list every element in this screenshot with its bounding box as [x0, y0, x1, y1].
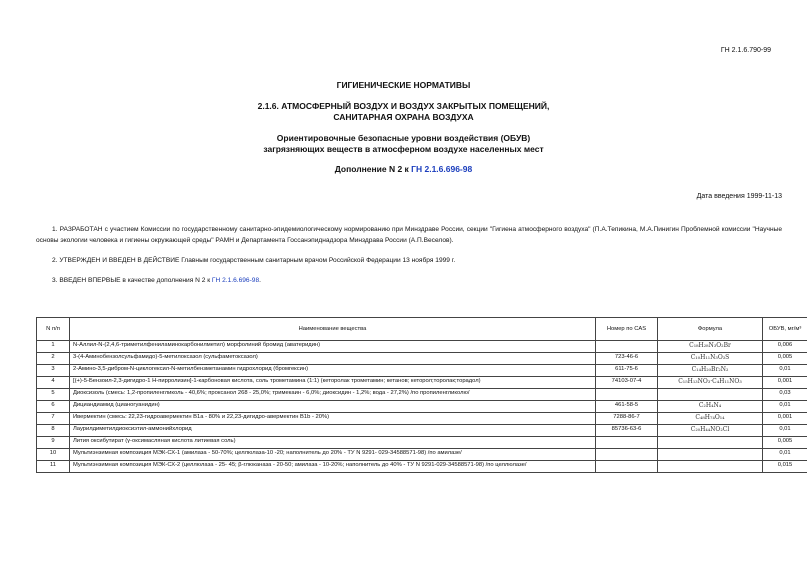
substance-name: Лития оксибутират (γ-оксимасляная кислота литиевая соль) [70, 437, 596, 449]
cas-number: 74103-07-4 [596, 377, 658, 389]
subtitle [0, 133, 807, 155]
formula [658, 389, 763, 401]
formula: C₂₀H₄₄NO₂Cl [658, 425, 763, 437]
obuv-value: 0,03 [763, 389, 807, 401]
table-row [37, 449, 807, 461]
row-number: 8 [37, 425, 70, 437]
document-number: ГН 2.1.6.790-99 [720, 47, 771, 54]
p3-suffix: . [259, 277, 261, 284]
substance-name: Лаурилдиметилдиоксиэтил-аммонийхлорид [70, 425, 596, 437]
row-number: 2 [37, 353, 70, 365]
substance-name: [(+)-5-Бензоил-2,3-дигидро-1 Н-пирролизин]-1-карбоновая кислота, соль трометамина (1:1) (кеторолак трометамин; кетанов; кеторол;торолак;торадол) [70, 377, 596, 389]
cas-number [596, 437, 658, 449]
cas-number: 461-58-5 [596, 401, 658, 413]
table-row [37, 413, 807, 425]
cas-number [596, 449, 658, 461]
paragraph-approved: 2. УТВЕРЖДЕН И ВВЕДЕН В ДЕЙСТВИЕ Главным государственным санитарным врачом Российской Федерации 13 ноября 1999 г. [52, 257, 456, 264]
obuv-value: 0,01 [763, 365, 807, 377]
formula: C₁₅H₁₃NO₃·C₄H₁₁NO₃ [658, 377, 763, 389]
table-header-row [37, 318, 807, 341]
header-formula: Формула [658, 318, 763, 341]
section-title-line1: 2.1.6. АТМОСФЕРНЫЙ ВОЗДУХ И ВОЗДУХ ЗАКРЫТЫХ ПОМЕЩЕНИЙ, [257, 101, 550, 111]
section-title [0, 101, 807, 123]
table-row [37, 461, 807, 473]
row-number: 7 [37, 413, 70, 425]
obuv-value: 0,005 [763, 437, 807, 449]
subtitle-line2: загрязняющих веществ в атмосферном воздухе населенных мест [263, 144, 544, 154]
obuv-value: 0,006 [763, 341, 807, 353]
obuv-value: 0,005 [763, 353, 807, 365]
obuv-value: 0,001 [763, 377, 807, 389]
substance-name: Мультиэнзимная композиция МЭК-СХ-1 (амилаза - 50-70%; целлюлаза-10 -20; наполнитель до 20% - ТУ N 9291- 029-34588571-98) /по амилазе/ [70, 449, 596, 461]
addendum-line [0, 164, 807, 174]
header-obuv: ОБУВ, мг/м³ [763, 318, 807, 341]
formula: C₂H₄N₄ [658, 401, 763, 413]
row-number: 9 [37, 437, 70, 449]
substance-name: 2-Амино-3,5-дибром-N-циклогексил-N-метилбензметанамин гидрохлорид (бромгексин) [70, 365, 596, 377]
cas-number [596, 389, 658, 401]
cas-number: 611-75-6 [596, 365, 658, 377]
table-row [37, 389, 807, 401]
cas-number: 7288-86-7 [596, 413, 658, 425]
addendum-prefix: Дополнение N 2 к [334, 164, 412, 174]
subtitle-line1: Ориентировочные безопасные уровни воздействия (ОБУВ) [276, 133, 531, 143]
substance-name: Ивермектин (смесь: 22,23-гидроавермектин B1a - 80% и 22,23-дигидро-авермектин B1b - 20%) [70, 413, 596, 425]
substance-name: Мультиэнзимная композиция МЭК-СХ-2 (целлюлаза - 25- 45; β-глюканаза - 20-50; амилаза - 10-20%; наполнитель до 40% - ТУ N 9291-029-34588571-98) /по целлюлазе/ [70, 461, 596, 473]
substance-name: Дициандиамид (цианогуанидин) [70, 401, 596, 413]
paragraph-introduced [52, 275, 782, 286]
row-number: 6 [37, 401, 70, 413]
p3-link[interactable]: ГН 2.1.6.696-98 [211, 277, 260, 284]
table-row [37, 425, 807, 437]
cas-number: 85736-63-6 [596, 425, 658, 437]
substance-name: 3-(4-Аминобензолсульфамидо)-5-метилоксазол (сульфаметоксазол) [70, 353, 596, 365]
section-title-line2: САНИТАРНАЯ ОХРАНА ВОЗДУХА [333, 112, 474, 122]
table-row [37, 437, 807, 449]
paragraph-developed: 1. РАЗРАБОТАН с участием Комиссии по государственному санитарно-эпидемиологическому нормированию при Минздраве России, секции "Гигиена атмосферного воздуха" (П.А.Тепикина, М.А.Пинигин Проблемной комиссии "Научные основы экологии человека и гигиены окружающей среды" РАМН и Департамента Госсанэпиднадзора Минздрава России (А.П.Веселов). [36, 226, 782, 244]
table-row [37, 401, 807, 413]
formula: C₁₈H₂₈N₃O₂Br [658, 341, 763, 353]
p3-prefix: 3. ВВЕДЕН ВПЕРВЫЕ в качестве дополнения N 2 к [52, 277, 212, 284]
formula: C₁₀H₁₁N₃O₃S [658, 353, 763, 365]
row-number: 4 [37, 377, 70, 389]
obuv-value: 0,015 [763, 461, 807, 473]
formula [658, 461, 763, 473]
obuv-value: 0,01 [763, 401, 807, 413]
header-number: N п/п [37, 318, 70, 341]
main-title: ГИГИЕНИЧЕСКИЕ НОРМАТИВЫ [336, 80, 471, 90]
formula: C₁₄H₂₀Br₂N₂ [658, 365, 763, 377]
row-number: 3 [37, 365, 70, 377]
header-name: Наименование вещества [70, 318, 596, 341]
substances-table [36, 317, 807, 473]
row-number: 11 [37, 461, 70, 473]
effective-date: Дата введения 1999-11-13 [696, 193, 782, 200]
row-number: 5 [37, 389, 70, 401]
formula [658, 437, 763, 449]
obuv-value: 0,001 [763, 413, 807, 425]
obuv-value: 0,01 [763, 425, 807, 437]
header-cas: Номер по CAS [596, 318, 658, 341]
formula: C₄₈H₇₄O₁₄ [658, 413, 763, 425]
table-row [37, 341, 807, 353]
cas-number: 723-46-6 [596, 353, 658, 365]
cas-number [596, 461, 658, 473]
obuv-value: 0,01 [763, 449, 807, 461]
substance-name: N-Аллил-N-(2,4,6-триметилфениламинокарбонилметил) морфолиний бромид (аватеридин) [70, 341, 596, 353]
table-row [37, 377, 807, 389]
row-number: 1 [37, 341, 70, 353]
table-row [37, 365, 807, 377]
formula [658, 449, 763, 461]
addendum-link[interactable]: ГН 2.1.6.696-98 [411, 164, 473, 174]
cas-number [596, 341, 658, 353]
substance-name: Диоксизоль (смесь: 1,2-пропиленгликоль - 40,6%; проксанол 268 - 25,0%; тримекаин - 6,0%; диоксидин - 1,2%; вода - 27,2%) /по пропиленгликолю/ [70, 389, 596, 401]
row-number: 10 [37, 449, 70, 461]
table-row [37, 353, 807, 365]
